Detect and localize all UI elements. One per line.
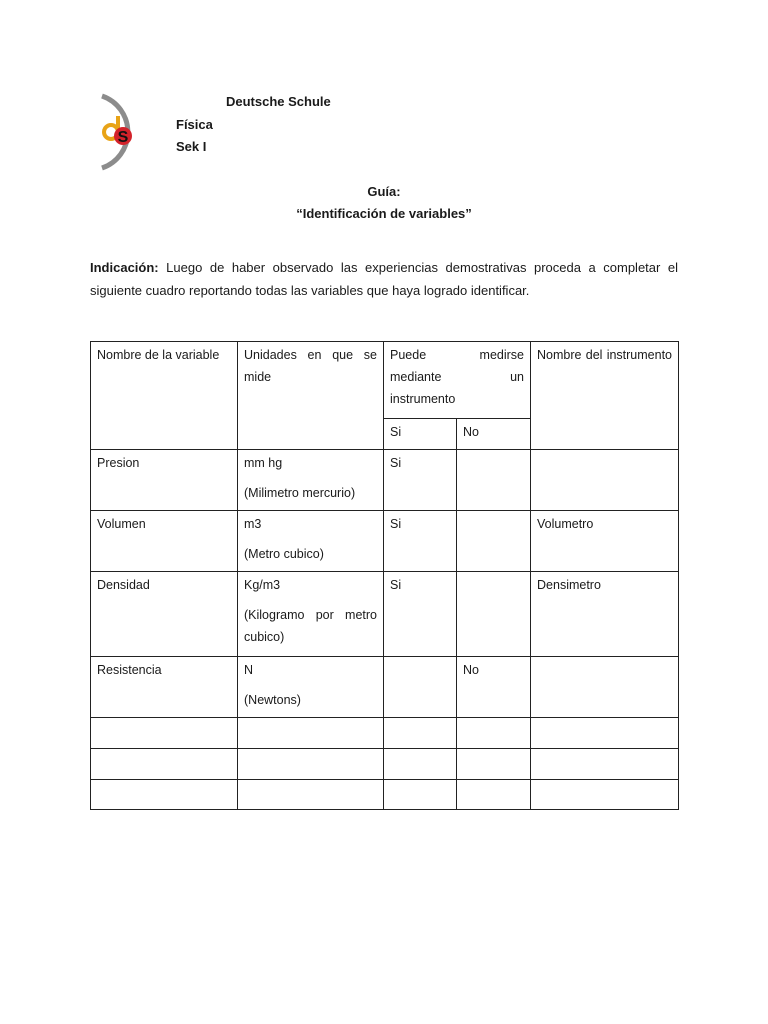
unit-symbol: N [244,663,254,677]
empty-table-row [91,718,679,749]
cell-instrument: Volumetro [531,511,679,572]
cell-variable: Presion [91,450,238,511]
empty-cell [91,780,238,810]
unit-symbol: m3 [244,517,262,531]
unit-description: (Metro cubico) [244,547,324,561]
cell-yes [384,657,457,718]
header-instrument-text: Nombre del instrumento [537,348,673,362]
unit-symbol: Kg/m3 [244,578,281,592]
header-no: No [457,419,531,450]
empty-cell [91,749,238,780]
cell-variable: Densidad [91,572,238,657]
unit-description: (Newtons) [244,693,301,707]
cell-instrument [531,450,679,511]
empty-cell [91,718,238,749]
cell-instrument: Densimetro [531,572,679,657]
header-units-text: Unidades en que se mide [244,348,377,384]
empty-cell [384,780,457,810]
cell-no [457,450,531,511]
cell-no [457,511,531,572]
empty-table-row [91,780,679,810]
header-units [238,342,384,450]
table-row [91,450,679,511]
empty-cell [238,780,384,810]
table-row [91,572,679,657]
empty-cell [457,718,531,749]
cell-instrument [531,657,679,718]
guide-title: “Identificación de variables” [296,206,472,221]
empty-cell [531,780,679,810]
empty-cell [457,780,531,810]
unit-description: (Milimetro mercurio) [244,486,356,500]
header-variable-name: Nombre de la variable [91,342,238,450]
instruction-text: Luego de haber observado las experiencias demostrativas proceda a completar el siguiente cuadro reportando todas las variables que haya logrado identificar. [90,260,678,298]
level-name: Sek I [176,139,207,154]
cell-unit [238,450,384,511]
header-measurable-text: Puede medirse mediante un instrumento [390,348,525,406]
header-instrument [531,342,679,450]
instruction-label: Indicación: [90,260,159,275]
guide-label: Guía: [367,184,401,199]
unit-symbol: mm hg [244,456,283,470]
logo-s-letter: S [117,129,129,146]
unit-description: (Kilogramo por metro cubico) [244,608,377,644]
header-measurable [384,342,531,419]
table-row [91,657,679,718]
cell-variable: Resistencia [91,657,238,718]
empty-cell [238,749,384,780]
table-row [91,511,679,572]
cell-unit [238,657,384,718]
empty-cell [384,718,457,749]
empty-cell [384,749,457,780]
cell-unit [238,511,384,572]
empty-cell [531,718,679,749]
cell-no: No [457,657,531,718]
school-logo [96,92,142,172]
empty-cell [457,749,531,780]
empty-table-row [91,749,679,780]
cell-yes: Si [384,572,457,657]
variables-table [90,341,679,810]
subject-name: Física [176,117,213,132]
instruction-paragraph [90,256,678,302]
cell-unit [238,572,384,657]
cell-no [457,572,531,657]
school-name: Deutsche Schule [226,94,331,109]
cell-yes: Si [384,450,457,511]
empty-cell [238,718,384,749]
cell-yes: Si [384,511,457,572]
empty-cell [531,749,679,780]
table-header-row [91,342,679,419]
cell-variable: Volumen [91,511,238,572]
header-yes: Si [384,419,457,450]
